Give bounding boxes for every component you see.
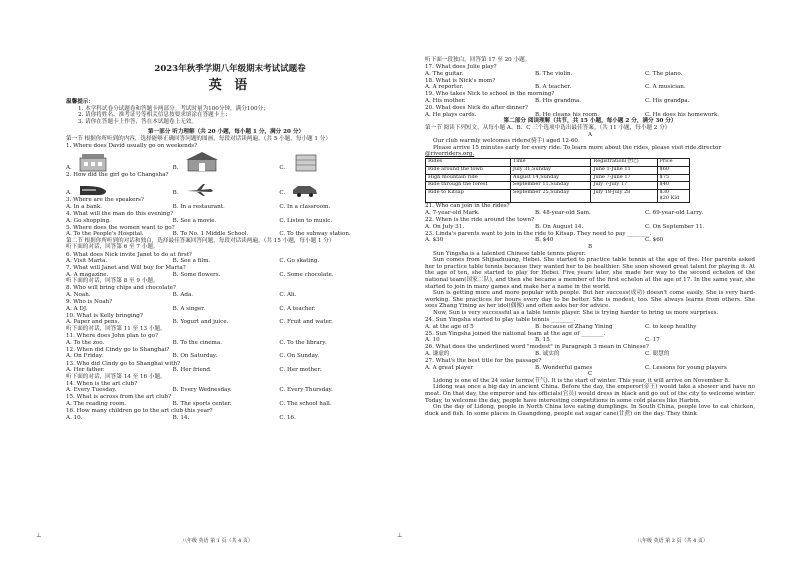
option-label: B.	[172, 165, 179, 172]
question-2: 2. How did the girl go to Changsha?	[66, 172, 169, 179]
building-picture	[291, 152, 321, 172]
q8-options	[66, 292, 386, 299]
passage-c-paragraph: Lidong was once a big day in ancient China. Before the day, the emperor(帝王) would take a shower and have no meat. On that day, the emperor and his officials(官员) would dress in black and go out of the city to welcome winter. Today, to welcome the day, people have interesting competitions in some cold places like Harbin.	[425, 384, 755, 404]
option: B. In a restaurant.	[172, 203, 225, 210]
question-23: 23. Linda's parents want to join in the ride to Kitsap. They need to pay ________.	[425, 230, 652, 237]
option: A. $30	[425, 237, 444, 244]
table-row	[426, 166, 690, 174]
option: B. A singer.	[172, 305, 206, 312]
q26-options	[425, 351, 755, 358]
q22-options	[425, 224, 755, 231]
question-18: 18. What is Nick's mom?	[425, 77, 496, 84]
question-10: 10. What is Kelly bringing?	[66, 312, 143, 319]
option: B. The sports center.	[172, 401, 232, 408]
question-22: 22. When is the ride around the town?	[425, 217, 535, 224]
option: C. Her mother.	[279, 367, 322, 374]
option: B. To the cinema.	[172, 339, 222, 346]
passage-b-paragraph: Sun comes from Shijiazhuang, Hebei. She started to practice table tennis at the age of five. Her parents asked her to practice table tennis because they wanted her to be healthier. She soon showed great talent for playing it. At the age of ten, she started to play for Hebei. Five years later, she made her way to the second echelon of the national team(国家二队), and then she became a member of the first echelon at the age of 17. In the same year, she started to join in many games and make her a name in the world.	[425, 257, 755, 290]
tip-item: 1. 本学科试卷分试题卷和答题卡两部分。考试时量为100分钟，满分100分；	[78, 105, 269, 112]
option: A. Paper and pens.	[66, 319, 120, 326]
email-link: @riverriders.org.	[425, 151, 475, 158]
question-11: 11. Where does John plan to go?	[66, 333, 159, 340]
price: $30	[659, 189, 670, 196]
table-header-cell: Time	[510, 158, 591, 166]
option: B. To No. 1 Middle School.	[172, 231, 249, 238]
option: B. Ada.	[172, 292, 194, 299]
option: A. 谦虚的	[425, 350, 450, 357]
option: C. Listen to music.	[279, 217, 333, 224]
section1-intro: 第一节 根据你所听到的内容，选择能够正确回答问题的图画，每段对话读两遍。（共 5 小题，每小题 1 分）	[66, 135, 331, 142]
option: B. Some flowers.	[172, 271, 221, 278]
q27-options	[425, 365, 755, 372]
q19-options	[425, 98, 755, 105]
option: B. See a film.	[172, 258, 211, 265]
passage-c-paragraph: Lidong is one of the 24 solar terms(节气). It is the start of winter. This year, it will arrive on November 8.	[433, 377, 730, 384]
q23-options	[425, 237, 755, 244]
question-6: 6. What does Nick invite Janet to do at first?	[66, 251, 192, 258]
option: C. A musician.	[645, 84, 686, 91]
tip-item: 3. 请你在答题卡上作答，答在本试题卷上无效。	[78, 118, 197, 125]
question-5: 5. Where does the women want to go?	[66, 224, 175, 231]
table-cell: June 1-June 11	[591, 166, 657, 174]
table-cell: June 7-June 17	[591, 174, 657, 182]
passage-c-label: C	[587, 371, 593, 378]
tips-block	[66, 99, 386, 421]
option-label: C.	[279, 190, 286, 197]
option: C. In a classroom.	[279, 203, 331, 210]
passage-a-label: A	[587, 131, 593, 138]
listen-instruction: 听下面一段独白，回答第 17 至 20 小题。	[425, 57, 531, 63]
option-label: C.	[279, 165, 286, 172]
q16-options	[66, 415, 386, 422]
table-cell: $40	[657, 182, 689, 190]
table-cell	[657, 190, 689, 203]
option: A. Her father.	[66, 367, 105, 374]
option: B. because of Zhang Yining	[535, 323, 613, 330]
option: B. Yogurt and juice.	[172, 319, 229, 326]
option: C. 17	[645, 337, 660, 344]
option: B. His grandma.	[535, 98, 582, 105]
option: C. 聪慧的	[645, 350, 670, 357]
question-15: 15. What is across from the art club?	[66, 394, 172, 401]
option: B. 48-year-old Sam.	[535, 209, 591, 216]
shopping-mall-picture	[78, 152, 108, 172]
question-3: 3. Where are the speakers?	[66, 197, 144, 204]
q1-pictures	[66, 150, 386, 172]
option: A. On July 31.	[425, 223, 465, 230]
table-cell: July 31,Sunday	[510, 166, 591, 174]
section2-intro: 第二节 根据你所听到的对话和独白，选择最佳答案回答问题，每段对话读两遍。（共 15 小题，每小题 1 分）	[66, 237, 335, 244]
option: C. Some chocolate.	[279, 271, 334, 278]
option: C. The school hall.	[279, 401, 332, 408]
option: A. Go shopping.	[66, 217, 111, 224]
passage-c-paragraph: On the day of Lidong, people in North China love eating dumplings. In South China, people love to eat chicken, duck and fish. In some places in Guangdong, people eat sugar cane(甘蔗) on the day. They think	[425, 404, 755, 417]
table-cell: Ride to Kitsap	[426, 190, 511, 203]
question-4: 4. What will the man do this evening?	[66, 210, 174, 217]
option: A. at the age of 5	[425, 323, 474, 330]
option: A. He plays cards.	[425, 111, 477, 118]
option-label: A.	[66, 165, 72, 172]
option: B. 诚实的	[535, 350, 560, 357]
option: C. $60	[645, 237, 664, 244]
question-27: 27. What's the best title for the passage?	[425, 358, 542, 365]
question-16: 16. How many children go to the art club this year?	[66, 408, 213, 415]
exam-title: 2023年秋季学期八年级期末考试试题卷	[154, 64, 306, 74]
passage-a-line: Please arrive 15 minutes early for every ride. To learn more about the rides, please visit ride.director	[433, 144, 722, 151]
option: A. Every Tuesday.	[66, 387, 117, 394]
option-label: B.	[172, 190, 179, 197]
museum-gate-picture	[185, 151, 219, 172]
listen-instruction: 听下面的对话，回答第 14 至 16 小题。	[66, 373, 166, 380]
option: C. to keep healthy	[645, 323, 697, 330]
page-footer: 八年级 英语 第 2 页（共 4 页）	[637, 538, 708, 545]
question-24: 24. Sun Yingsha started to play table tennis ________.	[425, 316, 576, 323]
q9-options	[66, 306, 386, 313]
option: C. On September 11.	[645, 223, 705, 230]
question-25: 25. Sun Yingsha joined the national team at the age of ________.	[425, 330, 606, 337]
option: A. Visit Marta.	[66, 258, 108, 265]
part2-section1-intro: 第一节 阅读下列短文，从每小题 A、B、C 三个选项中选出最佳答案。（共 11 小题，每小题 2 分）	[425, 124, 671, 131]
corner-mark: ⊥	[36, 531, 42, 539]
option: B. On August 14.	[535, 223, 584, 230]
tips-heading: 温馨提示：	[66, 99, 94, 105]
question-21: 21. Who can join in the rides?	[425, 203, 510, 210]
table-cell: September 11,Sunday	[510, 182, 591, 190]
question-1: 1. Where does David usually go on weekends?	[66, 143, 198, 150]
passage-b-paragraph: Sun Yingsha is a talented Chinese table tennis player.	[433, 250, 586, 257]
option: B. The violin.	[535, 70, 573, 77]
question-19: 19. Who takes Nick to school in the morning?	[425, 91, 555, 98]
option: B. 14.	[172, 414, 190, 421]
table-cell: Ride around the town	[426, 166, 511, 174]
option: A. 10.	[66, 414, 83, 421]
option: B. Every Wednesday.	[172, 387, 232, 394]
kid-price: $20 Kid	[659, 194, 680, 201]
passage-b-paragraph: Now, Sun is very successful as a table tennis player. She is trying harder to bring us more surprises.	[433, 309, 719, 316]
option: A. To the zoo.	[66, 339, 105, 346]
option: B. He cleans his room.	[535, 111, 599, 118]
option: A. A magazine.	[66, 271, 109, 278]
table-cell: September 25,Sunday	[510, 190, 591, 203]
page-footer: 八年级 英语 第 1 页（共 4 页）	[182, 538, 253, 545]
option: A. The guitar.	[425, 70, 464, 77]
q6-options	[66, 258, 386, 265]
q11-options	[66, 340, 386, 347]
q15-options	[66, 401, 386, 408]
listen-instruction: 听下面的对话，回答第 11 至 13 小题。	[66, 326, 166, 333]
option-label: A.	[66, 190, 72, 197]
q18-options	[425, 84, 755, 91]
option: A. The reading room.	[66, 401, 127, 408]
q12-options	[66, 353, 386, 360]
option: B. On Saturday.	[172, 353, 218, 360]
table-cell: $75	[657, 174, 689, 182]
option: C. To the library.	[279, 339, 327, 346]
table-header-cell: Price	[657, 158, 689, 166]
option: C. A teacher.	[279, 305, 316, 312]
option: B. See a movie.	[172, 217, 217, 224]
option: A. In a bank.	[66, 203, 102, 210]
question-17: 17. What does Julie play?	[425, 64, 497, 71]
option: C. His grandpa.	[645, 98, 690, 105]
q13-options	[66, 367, 386, 374]
table-cell: $60	[657, 166, 689, 174]
option: C. Ali.	[279, 292, 297, 299]
option: C. To the subway station.	[279, 231, 351, 238]
option: B. A teacher.	[535, 84, 572, 91]
q14-options	[66, 387, 386, 394]
option: A. A reporter.	[425, 84, 464, 91]
question-13: 13. Who did Cindy go to Shanghai with?	[66, 360, 181, 367]
question-12: 12. When did Cindy go to Shanghai?	[66, 346, 170, 353]
option: B. $40	[535, 237, 554, 244]
q4-options	[66, 218, 386, 225]
table-header-cell: Rides	[426, 158, 511, 166]
passage-b-label: B	[587, 243, 593, 250]
table-cell: July 18-July 28	[591, 190, 657, 203]
option: A. 10	[425, 337, 440, 344]
table-cell: Ride through the forest	[426, 182, 511, 190]
passage-a-line: Our club warmly welcomes riders(骑手) aged 12-60.	[433, 138, 580, 145]
option: C. Lessons for young players	[645, 364, 727, 371]
exam-page-2	[397, 0, 794, 561]
q25-options	[425, 337, 755, 344]
option: C. The piano.	[645, 70, 683, 77]
q5-options	[66, 231, 386, 238]
corner-mark: ⊥	[397, 531, 403, 539]
table-row	[426, 190, 690, 203]
q2-pictures	[66, 179, 386, 197]
part1-heading: 第一部分 听力理解（共 20 小题，每小题 1 分，满分 20 分）	[147, 129, 305, 136]
plane-picture	[185, 183, 215, 197]
option: A. 7-year-old Mark.	[425, 209, 480, 216]
table-cell: High mountain ride	[426, 174, 511, 182]
passage-b-paragraph: Sun is getting more and more popular with people. But her success(成功) doesn't come easily. She is very hard-working. She practices for hours every day to be better. She is modest, too. She always learns from others. She sees Zhang Yining as her idol(偶像) and often asks her for advice.	[425, 290, 755, 310]
table-header-cell: Registration(登记)	[591, 158, 657, 166]
subject-title: 英 语	[208, 78, 252, 93]
listen-instruction: 听下面的对话，回答第 8 至 9 小题。	[66, 278, 159, 285]
option: C. He does his homework.	[645, 111, 720, 118]
page2-content	[425, 57, 755, 417]
option: A. Noah.	[66, 292, 91, 299]
option: B. 15	[535, 337, 550, 344]
question-8: 8. Who will bring chips and chocolate?	[66, 285, 176, 292]
option: C. On Sunday.	[279, 353, 320, 360]
option: B. Wonderful games	[535, 364, 593, 371]
q17-options	[425, 71, 755, 78]
table-cell: August 14,Sunday	[510, 174, 591, 182]
option: C. Fruit and water.	[279, 319, 333, 326]
question-14: 14. When is the art club?	[66, 380, 138, 387]
q21-options	[425, 210, 755, 217]
option: C. 69-year-old Larry.	[645, 209, 704, 216]
rides-table	[425, 158, 690, 203]
option: A. A DJ.	[66, 305, 88, 312]
option: C. Every Thursday.	[279, 387, 333, 394]
option: A. On Friday.	[66, 353, 104, 360]
option: A. A great player	[425, 364, 474, 371]
question-26: 26. What does the underlined word "modest" in Paragraph 3 mean in Chinese?	[425, 344, 649, 351]
option: A. His mother.	[425, 98, 466, 105]
part2-heading: 第二部分 阅读理解（共节，共 15 小题，每小题 2 分，满分 30 分）	[503, 118, 677, 125]
option: C. 16.	[279, 414, 296, 421]
option: C. Go skating.	[279, 258, 320, 265]
tip-item: 2. 请你将姓名、准考证号等相关信息按要求填涂在答题卡上；	[78, 112, 231, 119]
table-cell: July 7-July 17	[591, 182, 657, 190]
q24-options	[425, 324, 755, 331]
car-picture	[291, 183, 319, 197]
train-picture	[78, 183, 108, 197]
listen-instruction: 听下面的对话，回答第 6 至 7 小题。	[66, 244, 159, 251]
option: A. To the People's Hospital.	[66, 231, 144, 238]
question-20: 20. What does Nick do after dinner?	[425, 105, 528, 112]
question-9: 9. Who is Noah?	[66, 299, 113, 306]
q3-options	[66, 204, 386, 211]
question-7: 7. What will Janet and Will buy for Marta?	[66, 265, 186, 272]
option: B. Her friend.	[172, 367, 212, 374]
